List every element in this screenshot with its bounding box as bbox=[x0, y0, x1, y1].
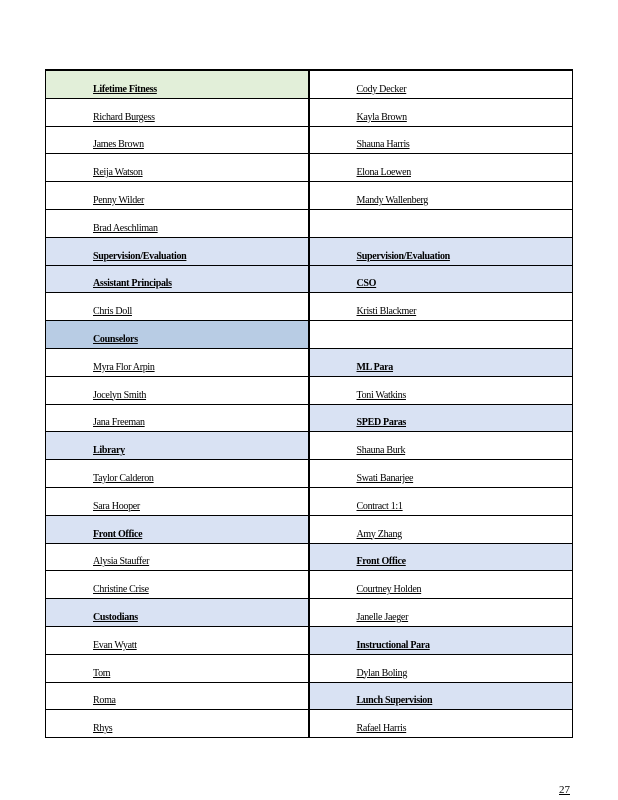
staff-name: Courtney Holden bbox=[356, 584, 422, 596]
section-header: CSO bbox=[356, 278, 377, 290]
table-cell bbox=[46, 571, 309, 599]
staff-name: Richard Burgess bbox=[93, 111, 155, 123]
table-cell bbox=[309, 432, 573, 460]
table-cell bbox=[309, 293, 573, 321]
table-cell bbox=[46, 710, 309, 738]
table-cell bbox=[309, 154, 573, 182]
table-cell bbox=[46, 460, 309, 488]
table-row bbox=[46, 98, 573, 126]
staff-name: Brad Aeschliman bbox=[93, 222, 158, 234]
staff-name: Jocelyn Smith bbox=[93, 389, 147, 401]
staff-name: Shauna Burk bbox=[356, 445, 406, 457]
table-cell bbox=[309, 376, 573, 404]
table-cell bbox=[309, 571, 573, 599]
table-cell bbox=[309, 515, 573, 543]
staff-name: Evan Wyatt bbox=[93, 639, 137, 651]
table-cell bbox=[309, 404, 573, 432]
staff-name: Tom bbox=[93, 667, 111, 679]
section-header: Supervision/Evaluation bbox=[356, 250, 450, 262]
table-cell bbox=[309, 599, 573, 627]
table-cell bbox=[46, 154, 309, 182]
staff-name: Roma bbox=[93, 695, 116, 707]
table-row bbox=[46, 126, 573, 154]
staff-table bbox=[45, 69, 573, 738]
table-cell bbox=[309, 654, 573, 682]
table-cell bbox=[309, 237, 573, 265]
table-cell bbox=[309, 460, 573, 488]
table-row bbox=[46, 321, 573, 349]
table-cell bbox=[309, 70, 573, 98]
staff-name: Sara Hooper bbox=[93, 500, 140, 512]
staff-name: Kayla Brown bbox=[356, 111, 407, 123]
staff-name: Amy Zhang bbox=[356, 528, 402, 540]
section-header: Counselors bbox=[93, 333, 138, 345]
table-cell bbox=[46, 209, 309, 237]
section-header: ML Para bbox=[356, 361, 394, 373]
table-row bbox=[46, 376, 573, 404]
staff-name: Reija Watson bbox=[93, 167, 143, 179]
staff-name: Mandy Wallenberg bbox=[356, 194, 429, 206]
table-row bbox=[46, 682, 573, 710]
staff-name: Swati Banarjee bbox=[356, 472, 414, 484]
table-cell bbox=[46, 626, 309, 654]
table-row bbox=[46, 487, 573, 515]
staff-name: Contract 1:1 bbox=[356, 500, 403, 512]
table-cell bbox=[46, 404, 309, 432]
table-row bbox=[46, 654, 573, 682]
table-row bbox=[46, 626, 573, 654]
table-row bbox=[46, 237, 573, 265]
section-header: Front Office bbox=[356, 556, 406, 568]
table-row bbox=[46, 348, 573, 376]
staff-name: Myra Flor Arpin bbox=[93, 361, 155, 373]
staff-name: Alysia Stauffer bbox=[93, 556, 150, 568]
section-header: Front Office bbox=[93, 528, 143, 540]
table-cell bbox=[309, 348, 573, 376]
table-cell bbox=[46, 126, 309, 154]
section-header: SPED Paras bbox=[356, 417, 407, 429]
staff-name: Shauna Harris bbox=[356, 139, 410, 151]
section-header: Custodians bbox=[93, 611, 138, 623]
table-row bbox=[46, 70, 573, 98]
section-header: Lifetime Fitness bbox=[93, 83, 157, 95]
table-row bbox=[46, 265, 573, 293]
table-cell bbox=[46, 432, 309, 460]
staff-name: Taylor Calderon bbox=[93, 472, 154, 484]
table-cell bbox=[46, 599, 309, 627]
table-cell bbox=[46, 487, 309, 515]
table-cell bbox=[46, 543, 309, 571]
table-cell bbox=[309, 209, 573, 237]
table-cell bbox=[46, 682, 309, 710]
table-cell bbox=[309, 126, 573, 154]
table-row bbox=[46, 599, 573, 627]
table-cell bbox=[46, 348, 309, 376]
table-cell bbox=[309, 321, 573, 349]
section-header: Supervision/Evaluation bbox=[93, 250, 187, 262]
staff-name: Christine Crise bbox=[93, 584, 149, 596]
table-cell bbox=[46, 654, 309, 682]
table-row bbox=[46, 432, 573, 460]
table-cell bbox=[309, 265, 573, 293]
table-cell bbox=[309, 626, 573, 654]
table-row bbox=[46, 182, 573, 210]
section-header: Assistant Principals bbox=[93, 278, 172, 290]
table-cell bbox=[46, 515, 309, 543]
table-cell bbox=[309, 487, 573, 515]
staff-name: Toni Watkins bbox=[356, 389, 406, 401]
table-row bbox=[46, 460, 573, 488]
staff-name: Jana Freeman bbox=[93, 417, 145, 429]
table-row bbox=[46, 515, 573, 543]
table-row bbox=[46, 154, 573, 182]
table-cell bbox=[46, 293, 309, 321]
table-row bbox=[46, 293, 573, 321]
section-header: Lunch Supervision bbox=[356, 695, 433, 707]
staff-name: Dylan Boling bbox=[356, 667, 408, 679]
section-header: Library bbox=[93, 445, 125, 457]
table-cell bbox=[46, 182, 309, 210]
staff-name: Kristi Blackmer bbox=[356, 306, 417, 318]
table-cell bbox=[46, 70, 309, 98]
table-cell bbox=[309, 182, 573, 210]
table-cell bbox=[309, 682, 573, 710]
table-cell bbox=[46, 98, 309, 126]
table-row bbox=[46, 404, 573, 432]
table-cell bbox=[46, 265, 309, 293]
staff-name: Janelle Jaeger bbox=[356, 611, 409, 623]
table-cell bbox=[46, 321, 309, 349]
table-row bbox=[46, 209, 573, 237]
staff-name: Cody Decker bbox=[356, 83, 407, 95]
staff-name: Rhys bbox=[93, 723, 113, 735]
section-header: Instructional Para bbox=[356, 639, 430, 651]
staff-name: Rafael Harris bbox=[356, 723, 407, 735]
table-row bbox=[46, 543, 573, 571]
table-row bbox=[46, 710, 573, 738]
table-cell bbox=[46, 376, 309, 404]
table-cell bbox=[46, 237, 309, 265]
table-cell bbox=[309, 710, 573, 738]
table-row bbox=[46, 571, 573, 599]
table-cell bbox=[309, 543, 573, 571]
table-cell bbox=[309, 98, 573, 126]
page-number: 27 bbox=[559, 784, 570, 796]
staff-name: James Brown bbox=[93, 139, 144, 151]
staff-name: Elona Loewen bbox=[356, 167, 411, 179]
staff-name: Penny Wilder bbox=[93, 194, 145, 206]
staff-name: Chris Doll bbox=[93, 306, 132, 318]
